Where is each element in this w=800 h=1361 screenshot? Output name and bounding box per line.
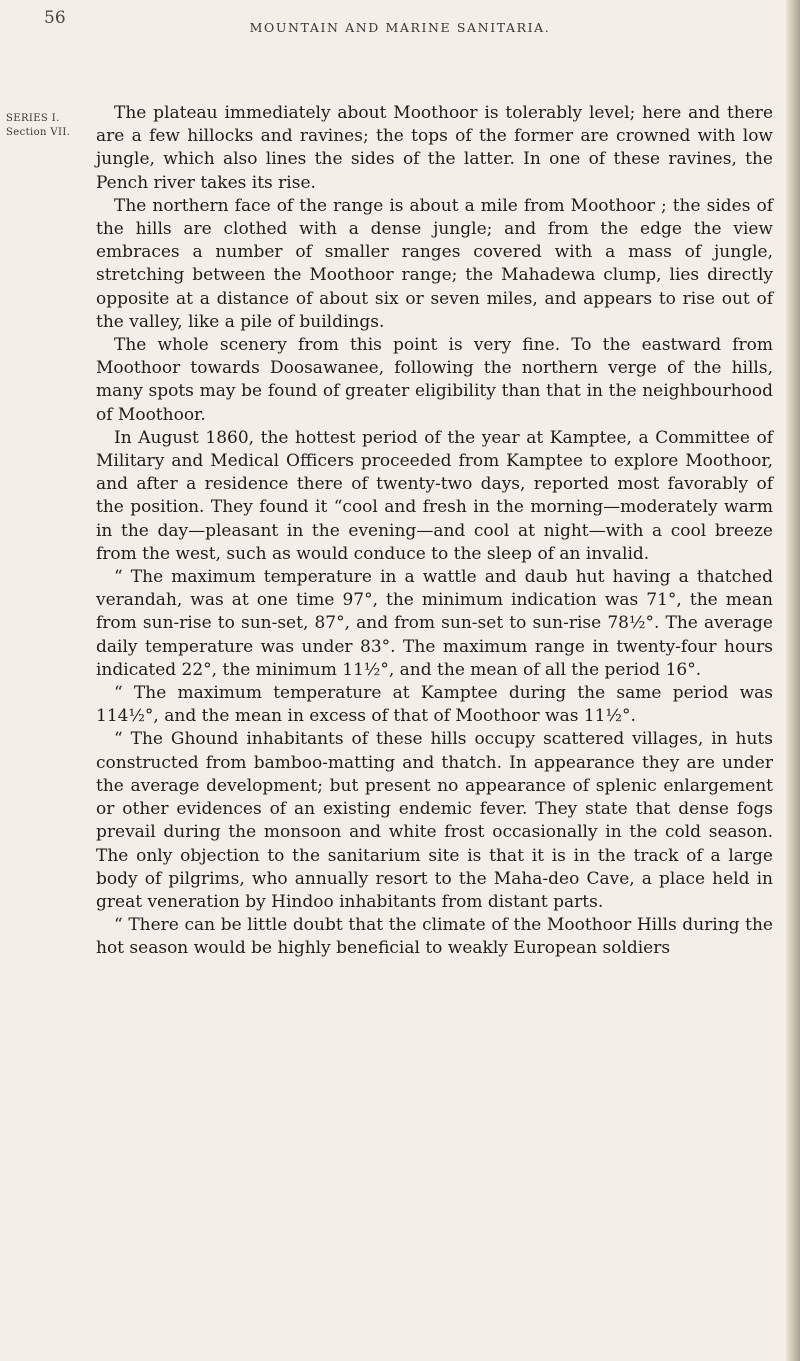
paragraph: “ The maximum temperature in a wattle and daub hut having a thatched verandah, was at one time 97°, the minimum indication was 71°, the mean from sun-rise to sun-set, 87°, and from sun-set to sun-rise 78½°. The average daily temperature was under 83°. The maximum range in twenty-four hours indicated 22°, the minimum 11½°, and the mean of all the period 16°.: [96, 567, 773, 680]
margin-note-series: SERIES I.: [6, 113, 60, 124]
paragraph: The plateau immediately about Moothoor is tolerably level; here and there are a few hillocks and ravines; the tops of the former are crowned with low jungle, which also lines the sides of the latter. In one of these ravines, the Pench river takes its rise.: [96, 103, 773, 193]
page-header: [0, 8, 800, 48]
margin-note-section: Section VII.: [6, 127, 71, 138]
page-edge-shadow: [786, 0, 800, 1361]
body-text: [96, 102, 773, 961]
paragraph: “ There can be little doubt that the climate of the Moothoor Hills during the hot season would be highly beneficial to weakly European soldiers: [96, 915, 773, 959]
paragraph: The northern face of the range is about a mile from Moothoor ; the sides of the hills are clothed with a dense jungle; and from the edge the view embraces a number of smaller ranges covered with a mass of jungle, stretching between the Moothoor range; the Mahadewa clump, lies directly opposite at a distance of about six or seven miles, and appears to rise out of the valley, like a pile of buildings.: [96, 195, 773, 332]
margin-note: [6, 112, 88, 140]
running-title: MOUNTAIN AND MARINE SANITARIA.: [249, 20, 551, 35]
paragraph: “ The maximum temperature at Kamptee during the same period was 114½°, and the mean in excess of that of Moothoor was 11½°.: [96, 683, 773, 727]
paragraph: “ The Ghound inhabitants of these hills occupy scattered villages, in huts constructed from bamboo-matting and thatch. In appearance they are under the average development; but present no appearance of splenic enlargement or other evidences of an existing endemic fever. They state that dense fogs prevail during the monsoon and white frost occasionally in the cold season. The only objection to the sanitarium site is that it is in the track of a large body of pilgrims, who annually resort to the Maha-deo Cave, a place held in great veneration by Hindoo inhabitants from distant parts.: [96, 729, 773, 912]
paragraph: In August 1860, the hottest period of the year at Kamptee, a Committee of Military and Medical Officers proceeded from Kamptee to explore Moothoor, and after a residence there of twenty-two days, reported most favorably of the position. They found it “cool and fresh in the morning—moderately warm in the day—pleasant in the evening—and cool at night—with a cool breeze from the west, such as would conduce to the sleep of an invalid.: [96, 427, 773, 564]
paragraph: The whole scenery from this point is very fine. To the eastward from Moothoor towards Doosawanee, following the northern verge of the hills, many spots may be found of greater eligibility than that in the neighbourhood of Moothoor.: [96, 335, 773, 425]
page-number: 56: [44, 8, 66, 28]
